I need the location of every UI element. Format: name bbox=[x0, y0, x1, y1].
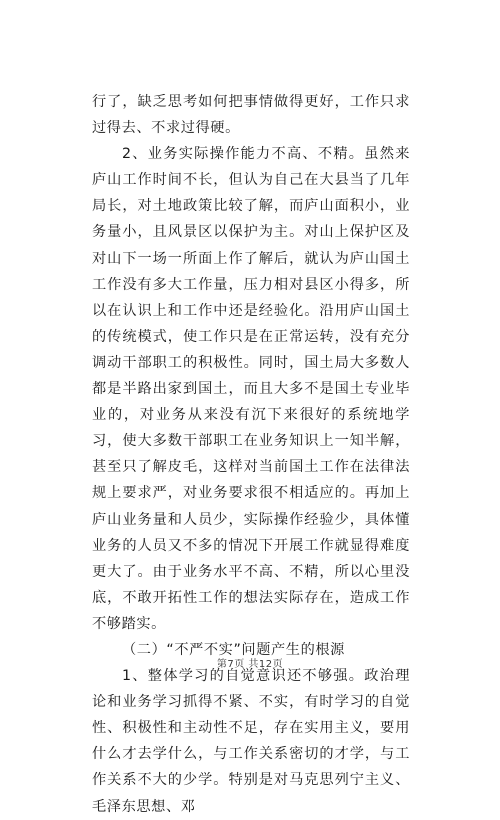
document-body bbox=[92, 89, 410, 820]
page-number-footer: 第7页 共12页 bbox=[216, 659, 284, 670]
paragraph-operation-ability: 2、业务实际操作能力不高、不精。虽然来庐山工作时间不长，但认为自己在大县当了几年局长，对土地政策比较了解，而庐山面积小，业务量小，且风景区以保护为主。对山上保护区及对山下一场一所面上作了解后，就认为庐山国土工作没有多大工作量，压力相对县区小得多，所以在认识上和工作中还是经验化。沿用庐山国土的传统模式，使工作只是在正常运转，没有充分调动干部职工的积极性。同时，国土局大多数人都是半路出家到国土，而且大多不是国土专业毕业的，对业务从来没有沉下来很好的系统地学习，使大多数干部职工在业务知识上一知半解，甚至只了解皮毛，这样对当前国土工作在法律法规上要求严，对业务要求很不相适应的。再加上庐山业务量和人员少，实际操作经验少，具体懂业务的人员又不多的情况下开展工作就显得难度更大了。由于业务水平不高、不精，所以心里没底，不敢开拓性工作的想法实际存在，造成工作不够踏实。 bbox=[92, 146, 410, 632]
paragraph-continuation: 行了，缺乏思考如何把事情做得更好，工作只求过得去、不求过得硬。 bbox=[92, 94, 410, 137]
paragraph-study-awareness: 1、整体学习的自觉意识还不够强。政治理论和业务学习抓得不紧、不实，有时学习的自觉性、积极性和主动性不足，存在实用主义，要用什么才去学什么，与工作关系密切的才学，与工作关系不大的少学。特别是对马克思列宁主义、毛泽东思想、邓 bbox=[92, 668, 410, 815]
section-heading: （二）“不严不实”问题产生的根源 bbox=[122, 641, 345, 658]
